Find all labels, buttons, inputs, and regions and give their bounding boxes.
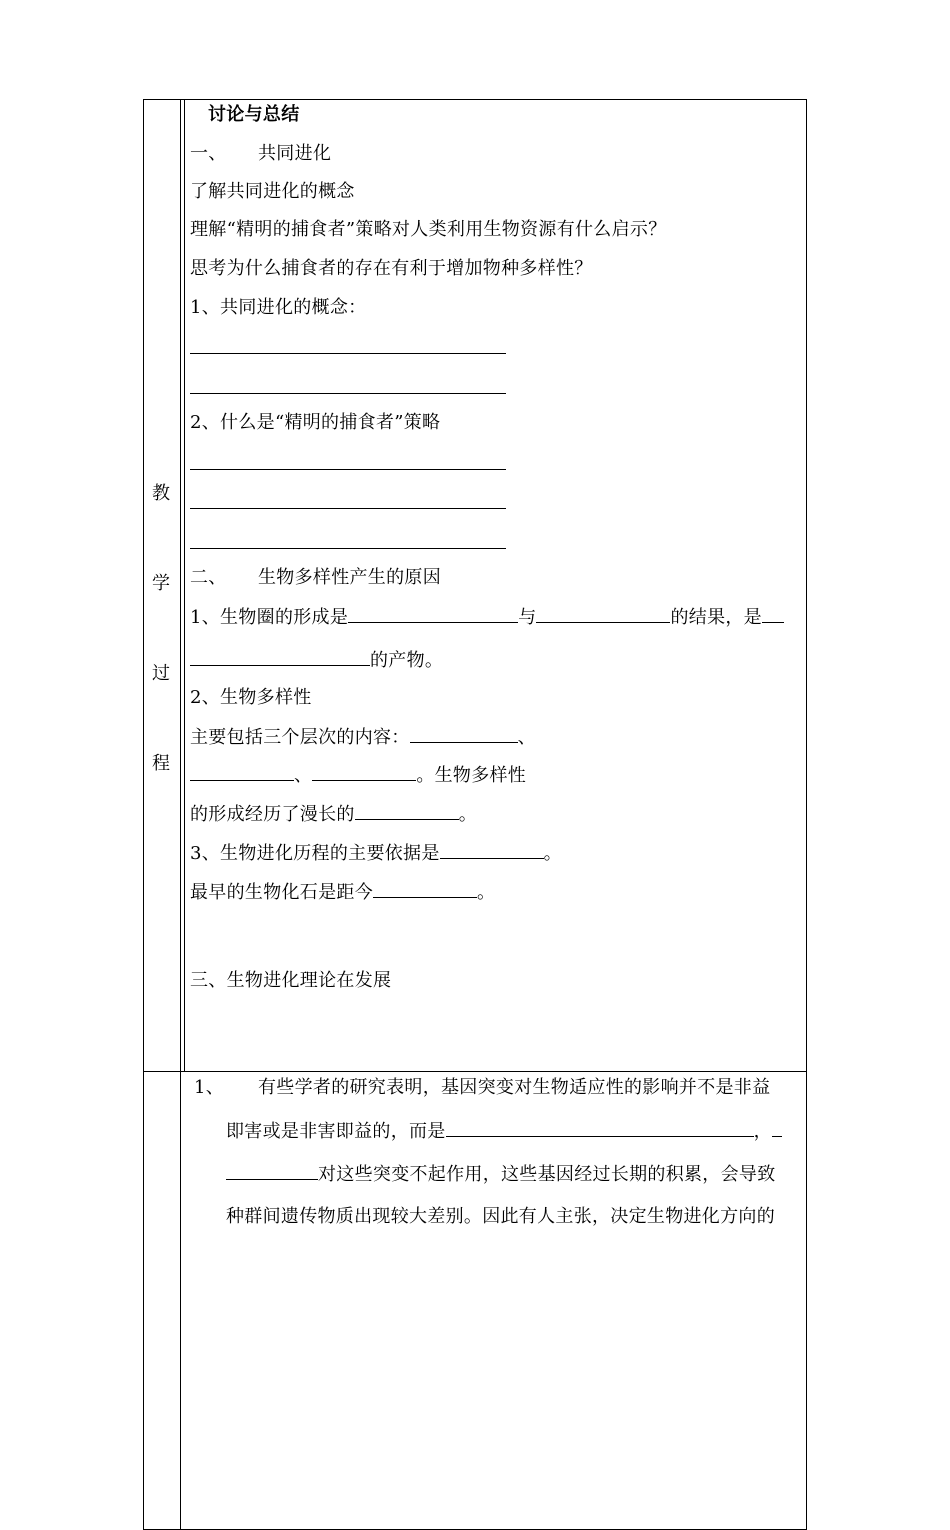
side-label-char-3: 过 [152,663,170,684]
part1-line-1: 了解共同进化的概念 [190,181,355,202]
part1-heading-number: 一、 [190,143,227,164]
part2-q2-e: 的形成经历了漫长的 [190,804,355,825]
answer-blank[interactable] [440,842,544,859]
part2-q2-f: 。 [458,804,478,825]
part2-q1-b: 与 [518,607,537,628]
answer-blank[interactable] [226,1163,318,1180]
answer-blank[interactable] [355,803,459,820]
answer-blank[interactable] [348,606,518,623]
answer-line[interactable] [190,508,506,509]
side-label-char-1: 教 [152,483,170,504]
answer-blank[interactable] [772,1120,782,1137]
part2-question-2: 2、生物多样性 [190,687,312,708]
answer-blank[interactable] [190,764,294,781]
answer-blank[interactable] [762,606,784,623]
answer-blank[interactable] [190,649,370,666]
part2-q1-c: 的结果，是 [670,607,762,628]
row-divider [143,1071,807,1072]
answer-line[interactable] [190,469,506,470]
part2-q2-c: 、 [294,765,313,786]
part2-q1-d: 的产物。 [370,650,444,671]
part3-heading: 三、生物进化理论在发展 [190,970,392,991]
part2-q3-a: 3、生物进化历程的主要依据是 [190,843,440,864]
bottom-line-3 [226,1163,776,1186]
answer-line[interactable] [190,353,506,354]
part2-q3-d: 。 [477,882,496,903]
part2-q2-a: 主要包括三个层次的内容： [190,727,410,748]
part2-q3-line-1 [190,842,562,865]
part2-heading-number: 二、 [190,567,227,588]
part1-question-2: 2、什么是“精明的捕食者”策略 [190,412,441,433]
bottom-line-2-b: ， [753,1121,772,1142]
bottom-item-number: 1、 [194,1077,225,1098]
part2-q2-d: 。生物多样性 [416,765,527,786]
bottom-line-2 [226,1120,782,1143]
part1-question-1: 1、共同进化的概念： [190,297,367,318]
answer-blank[interactable] [410,726,518,743]
section-title: 讨论与总结 [208,104,300,125]
answer-blank[interactable] [373,881,477,898]
part2-heading-text: 生物多样性产生的原因 [258,567,441,588]
part2-q3-c: 最早的生物化石是距今 [190,882,373,903]
part2-q1-line [190,606,784,629]
answer-blank[interactable] [312,764,416,781]
part2-q2-b: 、 [517,727,536,748]
answer-blank[interactable] [536,606,670,623]
bottom-line-1: 有些学者的研究表明，基因突变对生物适应性的影响并不是非益 [258,1077,771,1098]
bottom-line-3-text: 对这些突变不起作用，这些基因经过长期的积累，会导致 [318,1164,776,1185]
part2-q2-line-1 [190,726,536,749]
part2-q3-b: 。 [543,843,562,864]
side-label-char-4: 程 [152,753,170,774]
answer-line[interactable] [190,548,506,549]
part2-q2-line-2 [190,764,526,787]
part1-heading-text: 共同进化 [258,143,332,164]
part1-line-3: 思考为什么捕食者的存在有利于增加物种多样性？ [190,258,593,279]
part2-q3-line-2 [190,881,495,904]
column-divider-inner [184,99,185,1071]
side-label-char-2: 学 [152,573,170,594]
part2-q1-line-2 [190,649,443,672]
answer-blank[interactable] [446,1120,754,1137]
answer-line[interactable] [190,393,506,394]
column-divider [180,99,181,1530]
part1-line-2: 理解“精明的捕食者”策略对人类利用生物资源有什么启示？ [190,219,667,240]
bottom-line-4: 种群间遗传物质出现较大差别。因此有人主张，决定生物进化方向的 [226,1206,775,1227]
bottom-line-2-a: 即害或是非害即益的，而是 [226,1121,446,1142]
part2-q1-a: 1、生物圈的形成是 [190,607,349,628]
part2-q2-line-3 [190,803,477,826]
